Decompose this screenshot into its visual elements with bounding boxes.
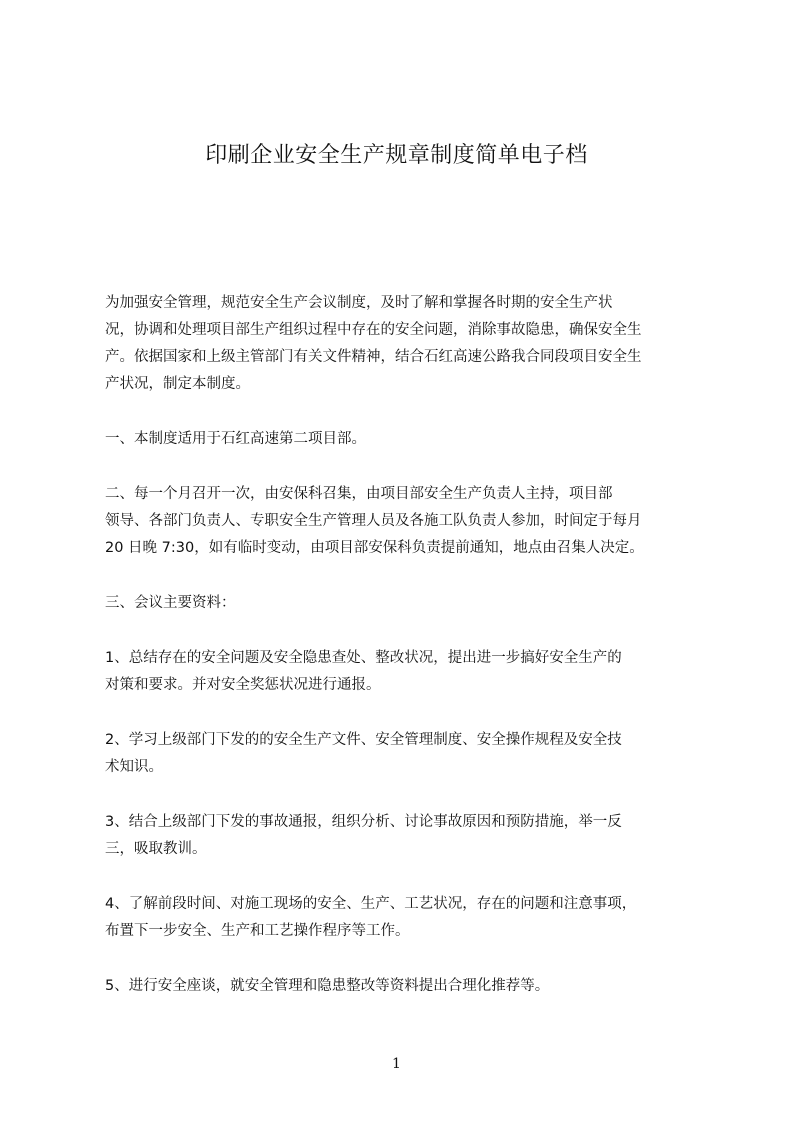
paragraph-line: 三，吸取教训。 <box>105 841 207 857</box>
section-three-heading <box>105 590 709 617</box>
paragraph-line: 2、学习上级部门下发的的安全生产文件、安全管理制度、安全操作规程及安全技 <box>105 732 622 748</box>
paragraph-line: 5、进行安全座谈，就安全管理和隐患整改等资料提出合理化推荐等。 <box>105 978 550 994</box>
paragraph-line: 对策和要求。并对安全奖惩状况进行通报。 <box>105 677 381 693</box>
paragraph-line: 况，协调和处理项目部生产组织过程中存在的安全问题，消除事故隐患，确保安全生 <box>105 322 642 338</box>
item-one-paragraph <box>105 645 709 699</box>
paragraph-line: 产状况，制定本制度。 <box>105 376 250 392</box>
item-two-paragraph <box>105 727 709 781</box>
paragraph-line: 术知识。 <box>105 759 163 775</box>
paragraph-line: 产。依据国家和上级主管部门有关文件精神，结合石红高速公路我合同段项目安全生 <box>105 349 642 365</box>
paragraph-line: 布置下一步安全、生产和工艺操作程序等工作。 <box>105 923 410 939</box>
paragraph-line: 1、总结存在的安全问题及安全隐患查处、整改状况，提出进一步搞好安全生产的 <box>105 650 622 666</box>
paragraph-line: 3、结合上级部门下发的事故通报，组织分析、讨论事故原因和预防措施，举一反 <box>105 814 622 830</box>
item-four-paragraph <box>105 891 709 945</box>
paragraph-line: 三、会议主要资料： <box>105 595 236 611</box>
paragraph-line: 为加强安全管理，规范安全生产会议制度，及时了解和掌握各时期的安全生产状 <box>105 295 613 311</box>
item-five-paragraph <box>105 973 709 1000</box>
intro-paragraph <box>105 290 709 398</box>
paragraph-line: 二、每一个月召开一次，由安保科召集，由项目部安全生产负责人主持，项目部 <box>105 486 613 502</box>
paragraph-line: 领导、各部门负责人、专职安全生产管理人员及各施工队负责人参加，时间定于每月 <box>105 513 642 529</box>
section-two-paragraph <box>105 481 709 562</box>
paragraph-line: 4、了解前段时间、对施工现场的安全、生产、工艺状况，存在的问题和注意事项， <box>105 896 637 912</box>
document-body <box>105 290 709 1028</box>
document-title: 印刷企业安全生产规章制度简单电子档 <box>205 143 588 168</box>
page-number: 1 <box>392 1056 401 1072</box>
paragraph-line: 一、本制度适用于石红高速第二项目部。 <box>105 431 366 447</box>
paragraph-line: 20 日晚 7:30，如有临时变动，由项目部安保科负责提前通知，地点由召集人决定。 <box>105 540 644 556</box>
section-one-paragraph <box>105 426 709 453</box>
item-three-paragraph <box>105 809 709 863</box>
